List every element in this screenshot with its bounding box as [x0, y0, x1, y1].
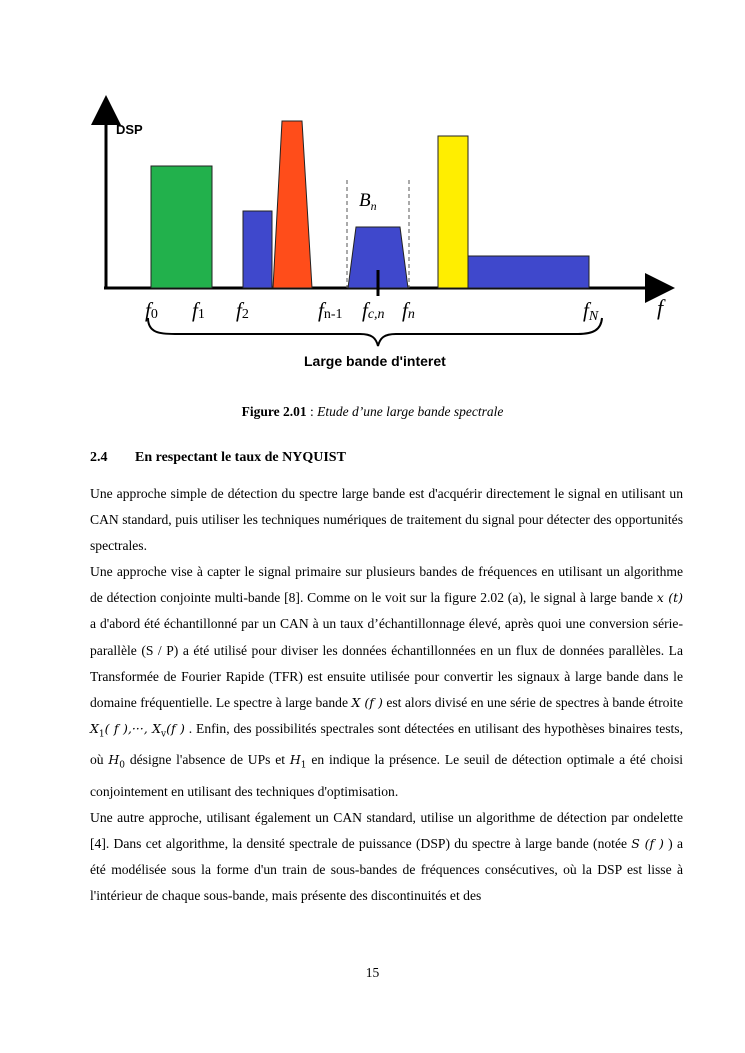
- brace-label: Large bande d'interet: [304, 353, 446, 369]
- math-x-t: x (t): [656, 590, 683, 606]
- band-yellow: [438, 136, 468, 288]
- band-blue-wide: [468, 256, 589, 288]
- section-heading: [90, 450, 346, 466]
- page-number: 15: [365, 965, 380, 980]
- math-H0: $H_0$: [108, 752, 126, 771]
- math-S-f: S (f ): [631, 836, 664, 852]
- section-title: En respectant le taux de NYQUIST: [135, 450, 346, 465]
- caption-label: Figure 2.01: [241, 404, 307, 419]
- band-orange-triangle: [273, 121, 312, 288]
- freq-label-f2: f2: [236, 298, 249, 322]
- freq-label-f1: f1: [192, 298, 205, 322]
- freq-label-fn: fn: [402, 298, 415, 322]
- freq-label-f0: f0: [145, 298, 158, 322]
- math-X-f: X (f ): [351, 694, 383, 710]
- caption-text: Etude d’une large bande spectrale: [317, 404, 504, 419]
- paragraph-1: Une approche simple de détection du spectre large bande est d'acquérir directement le signal en utilisant un CAN standard, puis utiliser les techniques numériques de traitement du signal pour détecter des opportunités spectrales.: [90, 486, 683, 554]
- math-H1: $H_1$: [289, 752, 307, 771]
- band-green: [151, 166, 212, 288]
- section-number: 2.4: [90, 450, 108, 465]
- freq-axis-label: f: [657, 295, 664, 320]
- freq-label-fN: fN: [583, 298, 599, 324]
- body-text: [90, 481, 683, 910]
- paragraph-3: Une autre approche, utilisant également un CAN standard, utilise un algorithme de détection par ondelette [4]. Dans cet algorithme, la densité spectrale de puissance (DSP) du spectre à large bande (notée S (f ) ) a été modélisée sous la forme d'un train de sous-bandes de fréquences consécutives, où la DSP est lisse à l'intérieur de chaque sous-bande, mais présente des discontinuités et des: [90, 810, 683, 904]
- freq-label-fcn: fc,n: [362, 298, 385, 322]
- paragraph-2: Une approche vise à capter le signal primaire sur plusieurs bandes de fréquences en utilisant un algorithme de détection conjointe multi-bande [8]. Comme on le voit sur la figure 2.02 (a), le signal à large bande x (t) a d'abord été échantillonné par un CAN à un taux d’échantillonnage élevé, après quoi une conversion série-parallèle (S / P) a été utilisé pour diviser les données échantillonnées en un flux de données parallèles. La Transformée de Fourier Rapide (TFR) est ensuite utilisée pour convertir les signaux à large bande dans le domaine fréquentielle. Le spectre à large bande X (f ) est alors divisé en une série de spectres à bande étroite $X_1$( f ),···, $X_v(f$ ) . Enfin, des possibilités spectrales sont détectées en utilisant des hypothèses binaires tests, où $H_0$ désigne l'absence de UPs et $H_1$ en indique la présence. Le seuil de détection optimale a été choisi conjointement en utilisant des techniques d'optimisation.: [90, 564, 684, 800]
- y-axis-label: DSP: [116, 122, 143, 137]
- band-blue-1: [243, 211, 272, 288]
- figure-caption: [0, 404, 745, 420]
- freq-label-fn-1: fn-1: [318, 298, 343, 322]
- bandwidth-brace: [148, 318, 602, 346]
- math-X1-Xv: $X_1$( f ),···, $X_v(f$ ): [90, 720, 185, 740]
- spectrum-figure: [0, 0, 745, 400]
- band-label: $B_n$: [359, 190, 377, 213]
- caption-separator: :: [306, 404, 318, 419]
